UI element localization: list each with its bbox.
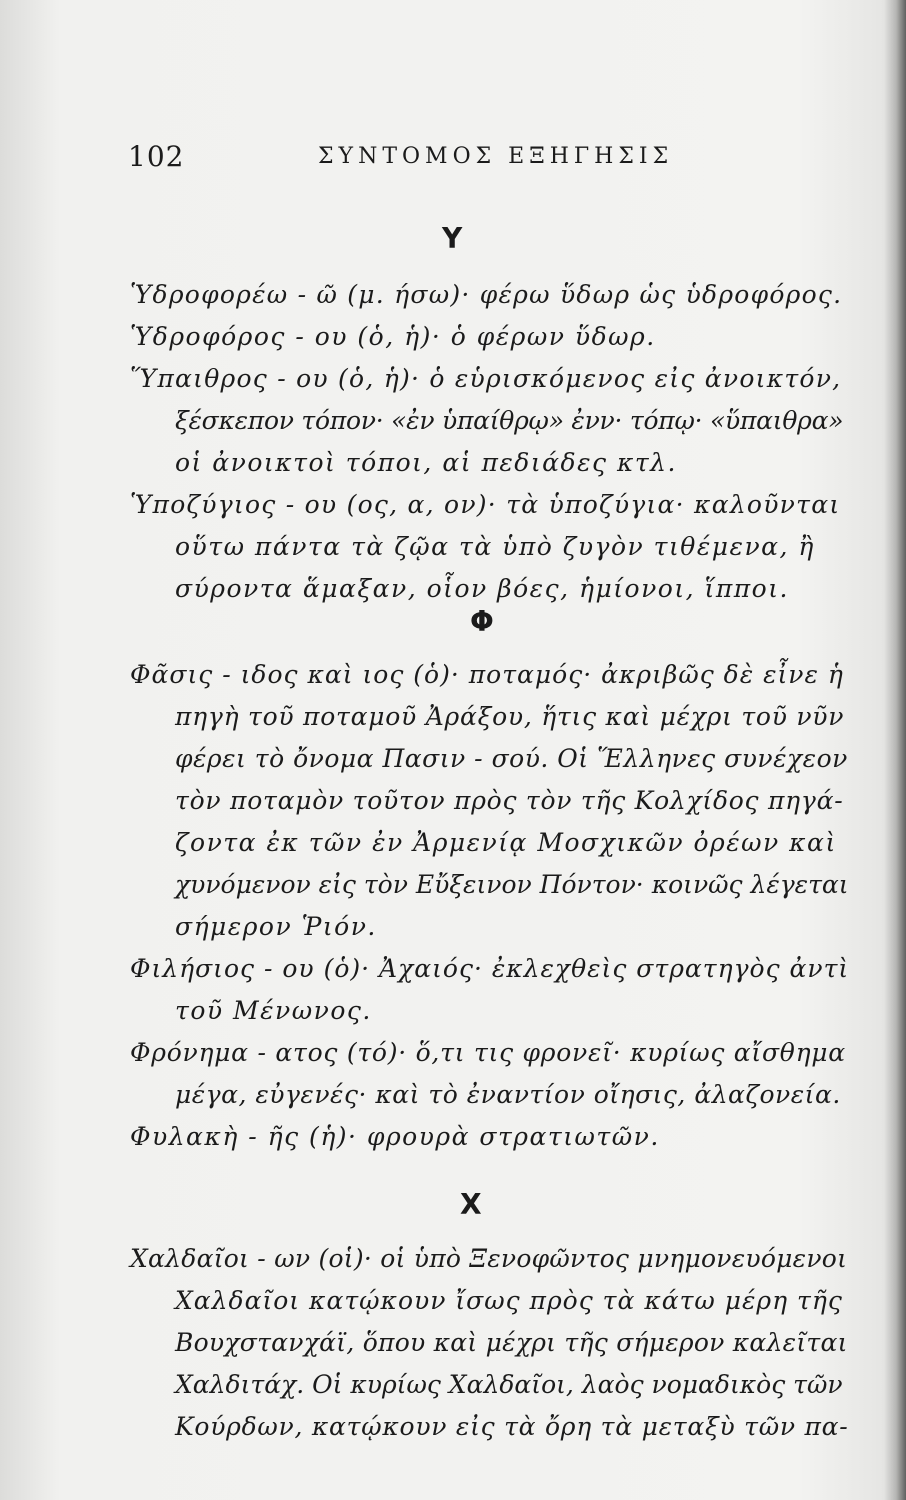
entry-line: Ὑδροφόρος - ου (ὁ, ἡ)· ὁ φέρων ὕδωρ. xyxy=(130,322,656,351)
entry-line: Φᾶσις - ιδος καὶ ιος (ὁ)· ποταμός· ἀκριβῶς δὲ εἶνε ἡ xyxy=(130,660,844,689)
entry-line: σήμερον Ῥιόν. xyxy=(175,912,377,941)
entry-line: Φυλακὴ - ῆς (ἡ)· φρουρὰ στρατιωτῶν. xyxy=(130,1122,660,1151)
page-header xyxy=(128,140,848,180)
entry-line: Βουχστανχάϊ, ὅπου καὶ μέχρι τῆς σήμερον καλεῖται xyxy=(175,1328,848,1357)
book-spine-shadow xyxy=(884,0,906,1500)
entry-line: πηγὴ τοῦ ποταμοῦ Ἀράξου, ἥτις καὶ μέχρι τοῦ νῦν xyxy=(175,702,845,731)
entry-line: Χαλδαῖοι κατῴκουν ἴσως πρὸς τὰ κάτω μέρη τῆς xyxy=(175,1286,843,1315)
entry-line: Φρόνημα - ατος (τό)· ὅ,τι τις φρονεῖ· κυρίως αἴσθημα xyxy=(130,1038,846,1067)
page-number: 102 xyxy=(128,140,185,173)
entry-line: χυνόμενον εἰς τὸν Εὔξεινον Πόντον· κοινῶς λέγεται xyxy=(175,870,849,899)
entry-line: Χαλδιτάχ. Οἱ κυρίως Χαλδαῖοι, λαὸς νομαδικὸς τῶν xyxy=(175,1370,843,1399)
entry-line: ξέσκεπον τόπον· «ἐν ὑπαίθρῳ» ἐνν· τόπῳ· «ὕπαιθρα» xyxy=(175,406,844,435)
running-title: ΣΥΝΤΟΜΟΣ ΕΞΗΓΗΣΙΣ xyxy=(318,144,674,169)
entry-line: οὕτω πάντα τὰ ζῷα τὰ ὑπὸ ζυγὸν τιθέμενα, ἢ xyxy=(175,532,815,561)
section-letter-chi: Χ xyxy=(460,1188,482,1221)
section-letter-phi: Φ xyxy=(470,605,494,638)
entry-line: σύροντα ἅμαξαν, οἷον βόες, ἡμίονοι, ἵπποι. xyxy=(175,574,789,603)
entry-line: Φιλήσιος - ου (ὁ)· Ἀχαιός· ἐκλεχθεὶς στρατηγὸς ἀντὶ xyxy=(130,954,850,983)
entry-line: Ὕπαιθρος - ου (ὁ, ἡ)· ὁ εὑρισκόμενος εἰς ἀνοικτόν, xyxy=(130,364,842,393)
entry-line: Κούρδων, κατῴκουν εἰς τὰ ὄρη τὰ μεταξὺ τῶν πα- xyxy=(175,1412,849,1441)
entry-line: οἱ ἀνοικτοὶ τόποι, αἱ πεδιάδες κτλ. xyxy=(175,448,677,477)
entry-line: Χαλδαῖοι - ων (οἱ)· οἱ ὑπὸ Ξενοφῶντος μνημονευόμενοι xyxy=(130,1244,848,1273)
entry-line: τοῦ Μένωνος. xyxy=(175,996,372,1025)
entry-line: μέγα, εὐγενές· καὶ τὸ ἐναντίον οἴησις, ἀλαζονεία. xyxy=(175,1080,841,1109)
entry-line: Ὑποζύγιος - ου (ος, α, ον)· τὰ ὑποζύγια· καλοῦνται xyxy=(130,490,841,519)
entry-line: φέρει τὸ ὄνομα Πασιν - σού. Οἱ Ἕλληνες συνέχεον xyxy=(175,744,848,773)
entry-line: ζοντα ἐκ τῶν ἐν Ἀρμενίᾳ Μοσχικῶν ὀρέων καὶ xyxy=(175,828,837,857)
section-letter-upsilon: Υ xyxy=(442,222,463,255)
entry-line: Ὑδροφορέω - ῶ (μ. ήσω)· φέρω ὕδωρ ὡς ὑδροφόρος. xyxy=(130,280,843,309)
entry-line: τὸν ποταμὸν τοῦτον πρὸς τὸν τῆς Κολχίδος πηγά- xyxy=(175,786,844,815)
